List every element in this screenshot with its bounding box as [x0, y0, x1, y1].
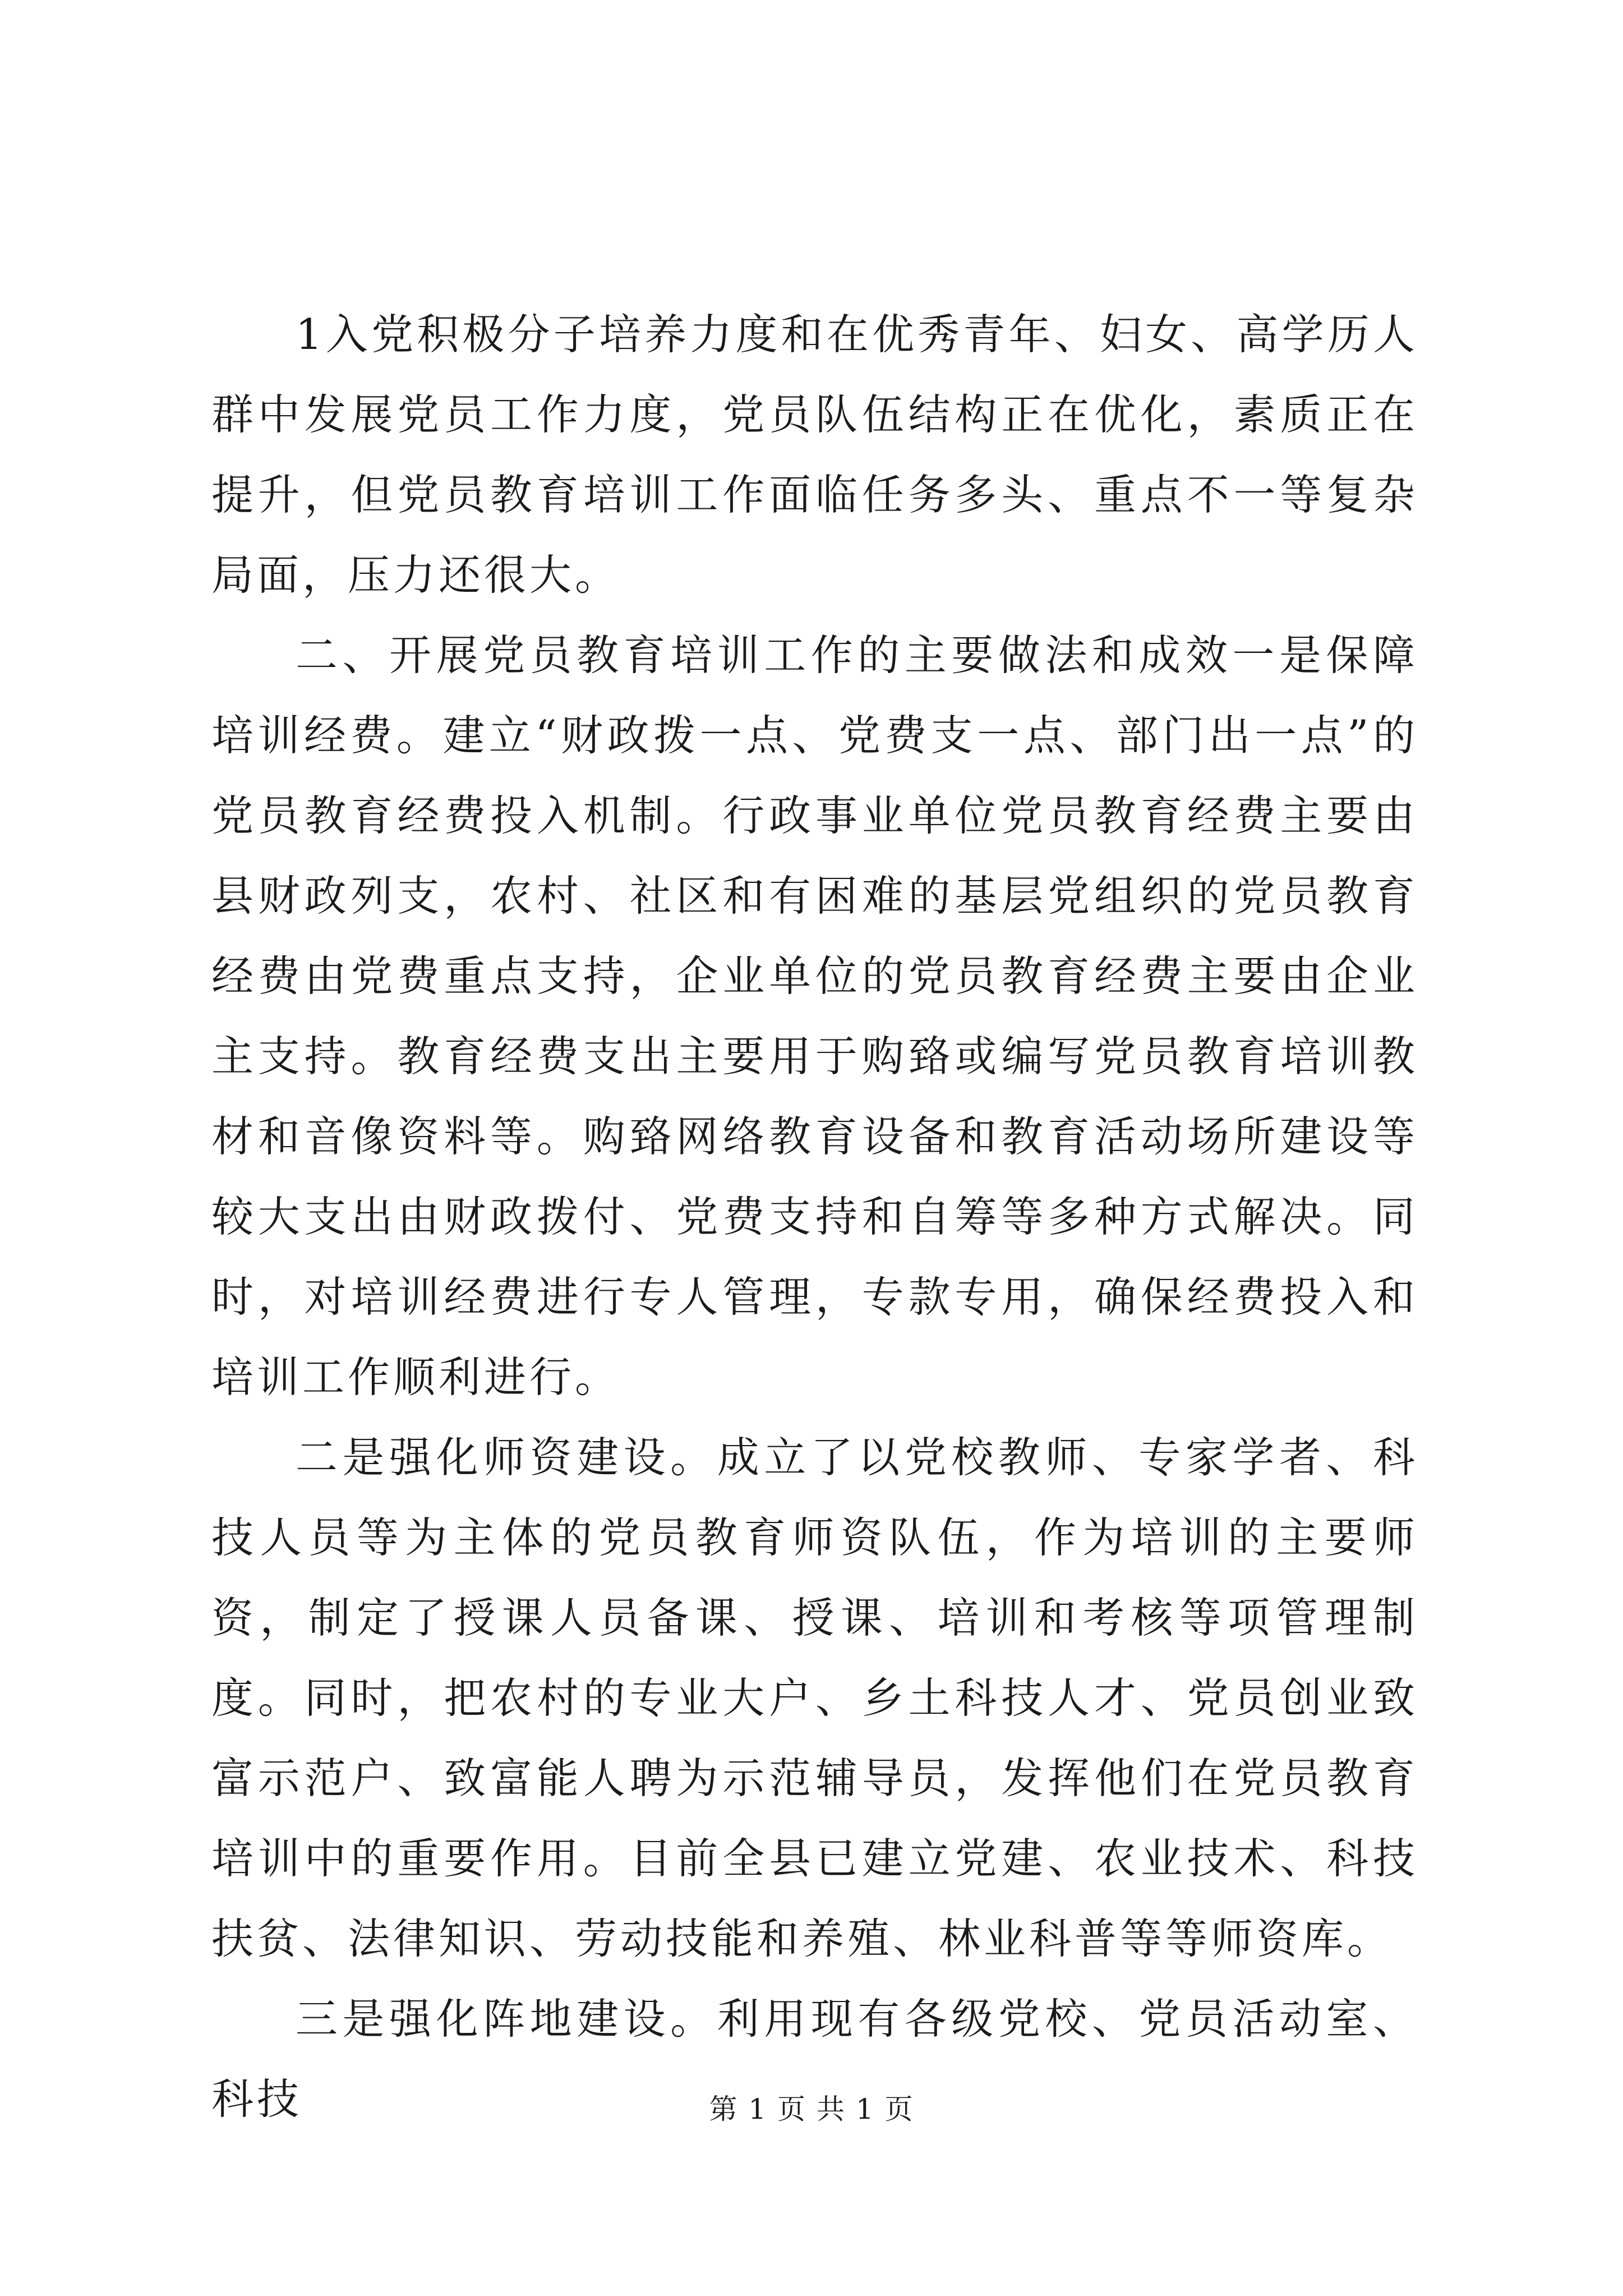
paragraph-1: 1入党积极分子培养力度和在优秀青年、妇女、高学历人群中发展党员工作力度，党员队伍结构正在优化，素质正在提升，但党员教育培训工作面临任务多头、重点不一等复杂局面，压力还很大。	[211, 310, 1418, 600]
paragraph-3: 二是强化师资建设。成立了以党校教师、专家学者、科技人员等为主体的党员教育师资队伍，作为培训的主要师资，制定了授课人员备课、授课、培训和考核等项管理制度。同时，把农村的专业大户、乡土科技人才、党员创业致富示范户、致富能人聘为示范辅导员，发挥他们在党员教育培训中的重要作用。目前全县已建立党建、农业技术、科技扶贫、法律知识、劳动技能和养殖、林业科普等等师资库。	[211, 1433, 1418, 1963]
document-body	[211, 295, 1418, 2139]
paragraph-2: 二、开展党员教育培训工作的主要做法和成效一是保障培训经费。建立“财政拨一点、党费支一点、部门出一点”的党员教育经费投入机制。行政事业单位党员教育经费主要由县财政列支，农村、社区和有困难的基层党组织的党员教育经费由党费重点支持，企业单位的党员教育经费主要由企业主支持。教育经费支出主要用于购臵或编写党员教育培训教材和音像资料等。购臵网络教育设备和教育活动场所建设等较大支出由财政拨付、党费支持和自筹等多种方式解决。同时，对培训经费进行专人管理，专款专用，确保经费投入和培训工作顺利进行。	[211, 631, 1418, 1402]
page-footer: 第 1 页 共 1 页	[709, 2093, 914, 2125]
paragraph-4: 三是强化阵地建设。利用现有各级党校、党员活动室、科技	[211, 1994, 1418, 2124]
